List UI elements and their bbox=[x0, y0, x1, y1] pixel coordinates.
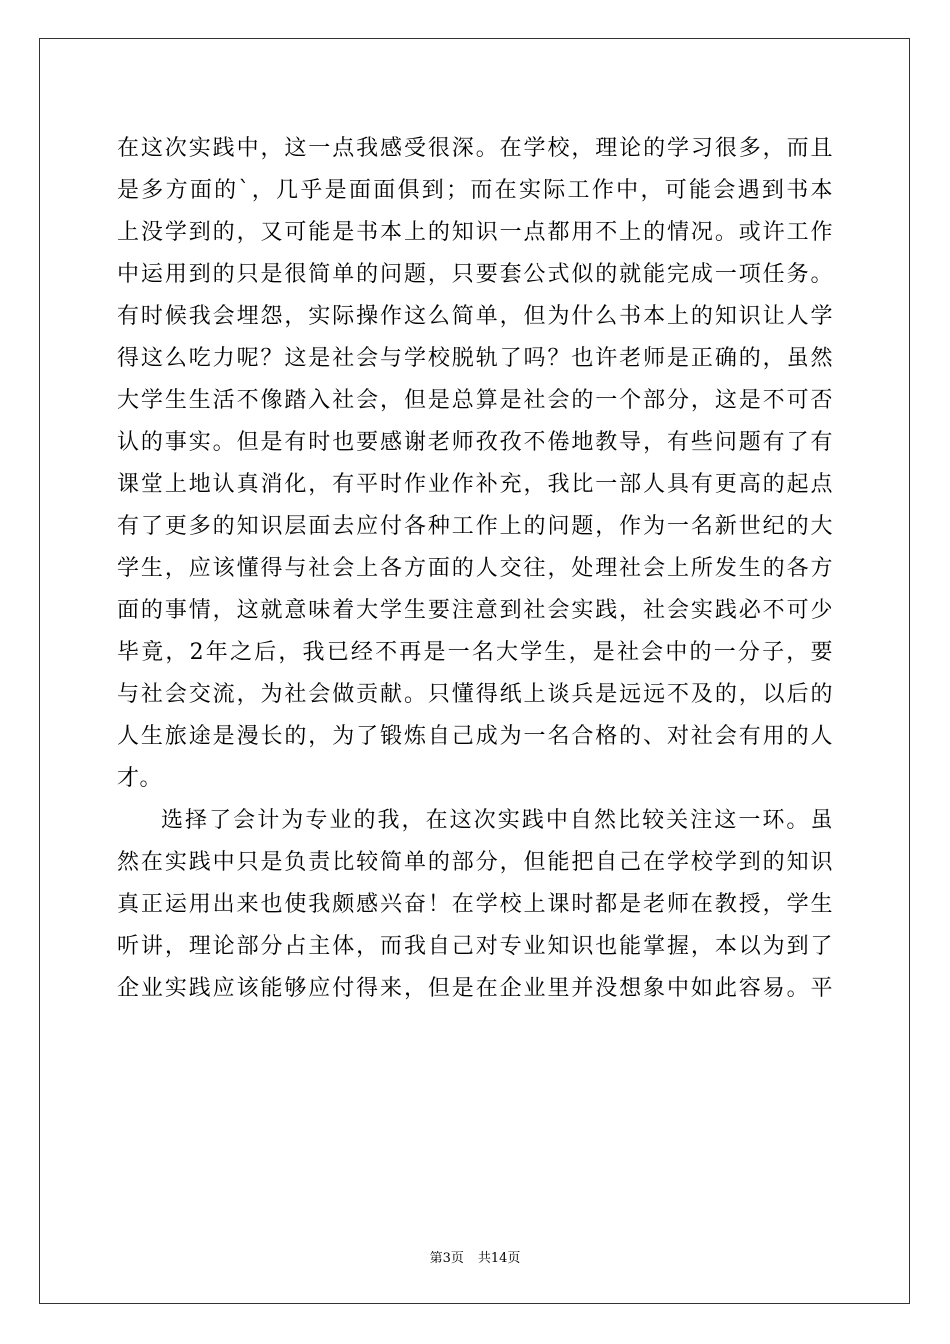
text-line: 在这次实践中，这一点我感受很深。在学校，理论的学习很多，而且 bbox=[117, 136, 833, 161]
text-line: 有时候我会埋怨，实际操作这么简单，但为什么书本上的知识让人学 bbox=[117, 304, 833, 329]
text-line: 认的事实。但是有时也要感谢老师孜孜不倦地教导，有些问题有了有 bbox=[117, 430, 833, 455]
text-line: 与社会交流，为社会做贡献。只懂得纸上谈兵是远远不及的，以后的 bbox=[117, 682, 833, 707]
text-line: 上没学到的，又可能是书本上的知识一点都用不上的情况。或许工作 bbox=[117, 220, 833, 245]
text-line: 面的事情，这就意味着大学生要注意到社会实践，社会实践必不可少 bbox=[117, 598, 833, 623]
text-line: 毕竟，2年之后，我已经不再是一名大学生，是社会中的一分子，要 bbox=[117, 640, 833, 665]
text-line: 才。 bbox=[117, 766, 163, 791]
text-line: 企业实践应该能够应付得来，但是在企业里并没想象中如此容易。平 bbox=[117, 976, 833, 1001]
text-line: 中运用到的只是很简单的问题，只要套公式似的就能完成一项任务。 bbox=[117, 262, 833, 287]
text-line: 然在实践中只是负责比较简单的部分，但能把自己在学校学到的知识 bbox=[117, 850, 833, 875]
page-total: 共14页 bbox=[477, 1251, 521, 1266]
text-line: 得这么吃力呢？这是社会与学校脱轨了吗？也许老师是正确的，虽然 bbox=[117, 346, 833, 371]
text-line: 真正运用出来也使我颇感兴奋！在学校上课时都是老师在教授，学生 bbox=[117, 892, 833, 917]
text-line: 有了更多的知识层面去应付各种工作上的问题，作为一名新世纪的大 bbox=[117, 514, 833, 539]
text-line: 听讲，理论部分占主体，而我自己对专业知识也能掌握，本以为到了 bbox=[117, 934, 833, 959]
text-line: 课堂上地认真消化，有平时作业作补充，我比一部人具有更高的起点 bbox=[117, 472, 833, 497]
page-footer bbox=[0, 1247, 950, 1266]
text-line: 人生旅途是漫长的，为了锻炼自己成为一名合格的、对社会有用的人 bbox=[117, 724, 833, 749]
text-line: 是多方面的`，几乎是面面俱到；而在实际工作中，可能会遇到书本 bbox=[117, 178, 833, 203]
document-body bbox=[117, 128, 833, 1010]
text-line: 大学生生活不像踏入社会，但是总算是社会的一个部分，这是不可否 bbox=[117, 388, 833, 413]
text-line: 学生，应该懂得与社会上各方面的人交往，处理社会上所发生的各方 bbox=[117, 556, 833, 581]
page-number: 第3页 bbox=[429, 1251, 464, 1266]
text-line: 选择了会计为专业的我，在这次实践中自然比较关注这一环。虽 bbox=[161, 808, 833, 833]
